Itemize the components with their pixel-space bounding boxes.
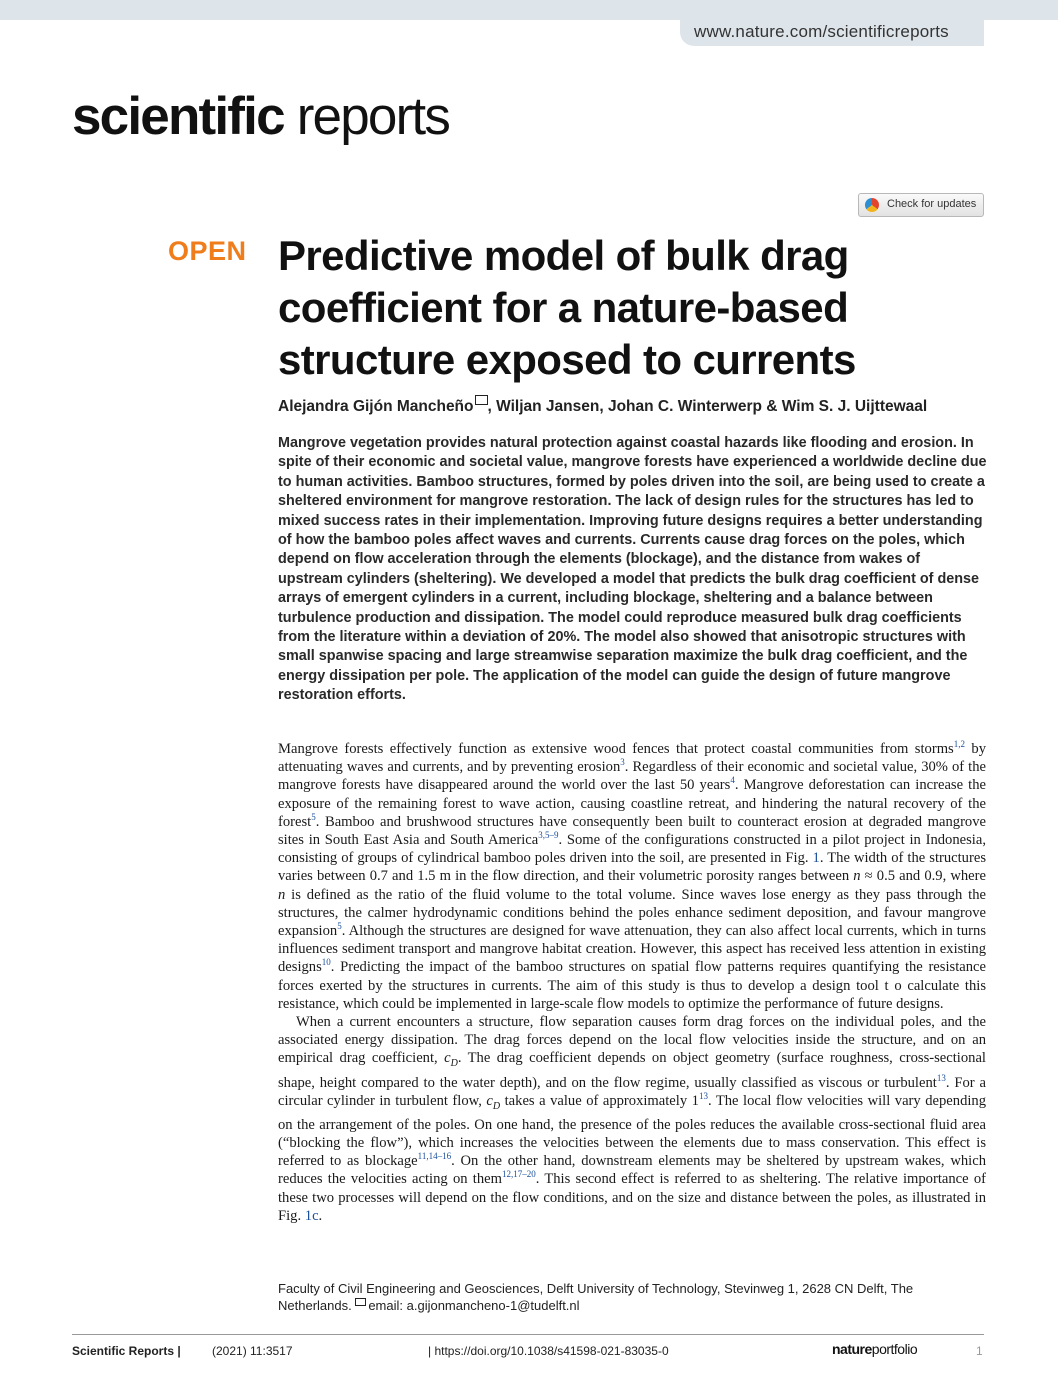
figure-link[interactable]: 1 (812, 850, 820, 867)
logo-bold-word: scientific (72, 87, 284, 146)
journal-url[interactable]: www.nature.com/scientificreports (694, 22, 949, 41)
text-run: . This second effect is referred to as sheltering. The relative importance of these two processes will depend on the flow conditions, and on the size and distance between the poles, as illustrated in Fig. (278, 1171, 986, 1224)
email-envelope-icon[interactable] (475, 395, 488, 405)
citation-link[interactable]: 1,2 (953, 739, 965, 750)
footer-divider (72, 1334, 984, 1335)
text-run: . Although the structures are designed for wave attenuation, they can also affect local currents, which in turns influences sediment transport and mangrove habitat creation. However, this aspect has received less attention in existing designs (278, 923, 986, 976)
body-paragraph-2 (278, 1013, 986, 1225)
logo-light-word: portfolio (871, 1341, 918, 1357)
footer-journal: Scientific Reports | (72, 1344, 181, 1358)
author-list (278, 398, 927, 416)
body-paragraph-1 (278, 740, 986, 1013)
footer-citation: (2021) 11:3517 (212, 1344, 293, 1358)
email-envelope-icon (355, 1298, 366, 1306)
page-number: 1 (976, 1344, 983, 1358)
text-run: . The drag coefficient depends on object geometry (surface roughness, cross-sectional shape, height compared to the water depth), and on the flow regime, usually classified as viscous or turbulent (278, 1050, 986, 1091)
journal-logo (72, 87, 450, 146)
check-for-updates-button[interactable] (858, 193, 984, 217)
open-access-label: OPEN (168, 236, 247, 266)
citation-link[interactable]: 12,17–20 (501, 1169, 536, 1180)
check-for-updates-label: Check for updates (887, 198, 977, 210)
affiliation-text: Faculty of Civil Engineering and Geosciences, Delft University of Technology, Stevinweg 1, 2628 CN Delft, The Netherlands. (278, 1281, 914, 1313)
citation-link[interactable]: 5 (311, 811, 316, 822)
co-authors: , Wiljan Jansen, Johan C. Winterwerp & Wim S. J. Uijttewaal (487, 398, 928, 415)
logo-bold-word: nature (832, 1341, 872, 1357)
text-run: . Bamboo and brushwood structures have consequently been built to counteract erosion at degraded mangrove sites in South East Asia and South America (278, 813, 986, 849)
variable-n: n (278, 886, 286, 903)
citation-link[interactable]: 13 (936, 1072, 946, 1083)
variable-subscript: D (450, 1058, 458, 1070)
citation-link[interactable]: 13 (698, 1090, 708, 1101)
text-run: ≈ 0.5 and 0.9, where (860, 868, 986, 885)
text-run: When a current encounters a structure, flow separation causes form drag forces on the individual poles, and the associated energy dissipation. The drag forces depend on the local flow velocities inside the structure, and on an empirical drag coefficient, (278, 1014, 986, 1067)
citation-link[interactable]: 4 (730, 775, 735, 786)
nature-portfolio-logo (832, 1341, 917, 1357)
text-run: . The local flow velocities will vary depending on the arrangement of the poles. On one hand, the presence of the poles reduces the available cross-sectional fluid area (“blocking the flow”), which increases the velocities between the elements due to mass conservation. This effect is referred to as blockage (278, 1092, 987, 1170)
citation-link[interactable]: 5 (337, 921, 342, 932)
citation-link[interactable]: 3,5–9 (538, 830, 559, 841)
logo-light-word: reports (296, 87, 450, 146)
text-run: . The width of the structures varies between 0.7 and 1.5 m in the flow direction, and their volumetric porosity ranges between (278, 850, 986, 885)
text-run: by attenuating waves and currents, and by preventing erosion (278, 741, 987, 776)
text-run: is defined as the ratio of the fluid volume to the total volume. Since waves lose energy as they pass through the structures, the calmer hydrodynamic conditions behind the poles enhance sediment deposition, and favour mangrove expansion (278, 886, 986, 940)
footer-doi-link[interactable]: | https://doi.org/10.1038/s41598-021-83035-0 (428, 1344, 669, 1358)
article-body (278, 740, 986, 1225)
corresponding-author[interactable]: Alejandra Gijón Mancheño (278, 398, 474, 415)
citation-link[interactable]: 11,14–16 (417, 1151, 452, 1162)
variable-c: c (444, 1050, 451, 1067)
affiliation (278, 1280, 988, 1314)
variable-subscript: D (492, 1100, 501, 1112)
author-email[interactable]: email: a.gijonmancheno-1@tudelft.nl (368, 1298, 580, 1313)
text-run: . Regardless of their economic and societal value, 30% of the mangrove forests have disappeared around the world over the last 50 years (278, 759, 986, 794)
text-run: . (318, 1207, 323, 1224)
text-run: . On the other hand, downstream elements may be sheltered by upstream wakes, which reduces the velocities acting on them (278, 1153, 987, 1188)
text-run: . Some of the configurations constructed in a pilot project in Indonesia, consisting of groups of cylindrical bamboo poles driven into the soil, are presented in Fig. (278, 832, 986, 867)
top-bar (0, 0, 1058, 20)
variable-n: n (853, 868, 861, 885)
text-run: . For a circular cylinder in turbulent flow, (278, 1074, 986, 1109)
text-run: . Predicting the impact of the bamboo structures on spatial flow patterns requires quantifying the resistance forces exerted by the structures in currents. The aim of this study is thus to develop a design tool t o calculate this resistance, which could be implemented in large-scale flow models to optimize the performance of future designs. (278, 959, 986, 1012)
text-run: Mangrove forests effectively function as extensive wood fences that protect coastal communities from storms (278, 741, 954, 757)
article-title: Predictive model of bulk drag coefficient for a nature-based structure exposed to currents (278, 232, 856, 383)
citation-link[interactable]: 10 (321, 957, 331, 968)
text-run: takes a value of approximately 1 (500, 1092, 699, 1109)
abstract: Mangrove vegetation provides natural protection against coastal hazards like flooding and erosion. In spite of their economic and societal value, mangrove forests have experienced a worldwide decline due to human activities. Bamboo structures, formed by poles driven into the soil, are being used to create a sheltered environment for mangrove restoration. The lack of design rules for the structures has led to mixed success rates in their implementation. Improving future designs requires a better understanding of how the bamboo poles affect waves and currents. Currents cause drag forces on the poles, which depend on flow acceleration through the elements (blockage), and the distance from wakes of upstream cylinders (sheltering). We developed a model that predicts the bulk drag coefficient of dense arrays of emergent cylinders in a current, including blockage, sheltering and a balance between turbulence production and dissipation. The model could reproduce measured bulk drag coefficients from the literature within a deviation of 20%. The model also showed that anisotropic structures with small spanwise spacing and large streamwise separation maximize the bulk drag coefficient, and the energy dissipation per pole. The application of the model can guide the design of future mangrove restoration efforts. (278, 435, 987, 704)
crossmark-icon (865, 198, 879, 212)
variable-c: c (486, 1092, 493, 1109)
text-run: . Mangrove deforestation can increase the exposure of the remaining forest to wave action, causing coastline retreat, and hindering the natural recovery of the forest (278, 777, 986, 830)
figure-link[interactable]: 1c (304, 1207, 319, 1224)
citation-link[interactable]: 3 (620, 757, 625, 768)
